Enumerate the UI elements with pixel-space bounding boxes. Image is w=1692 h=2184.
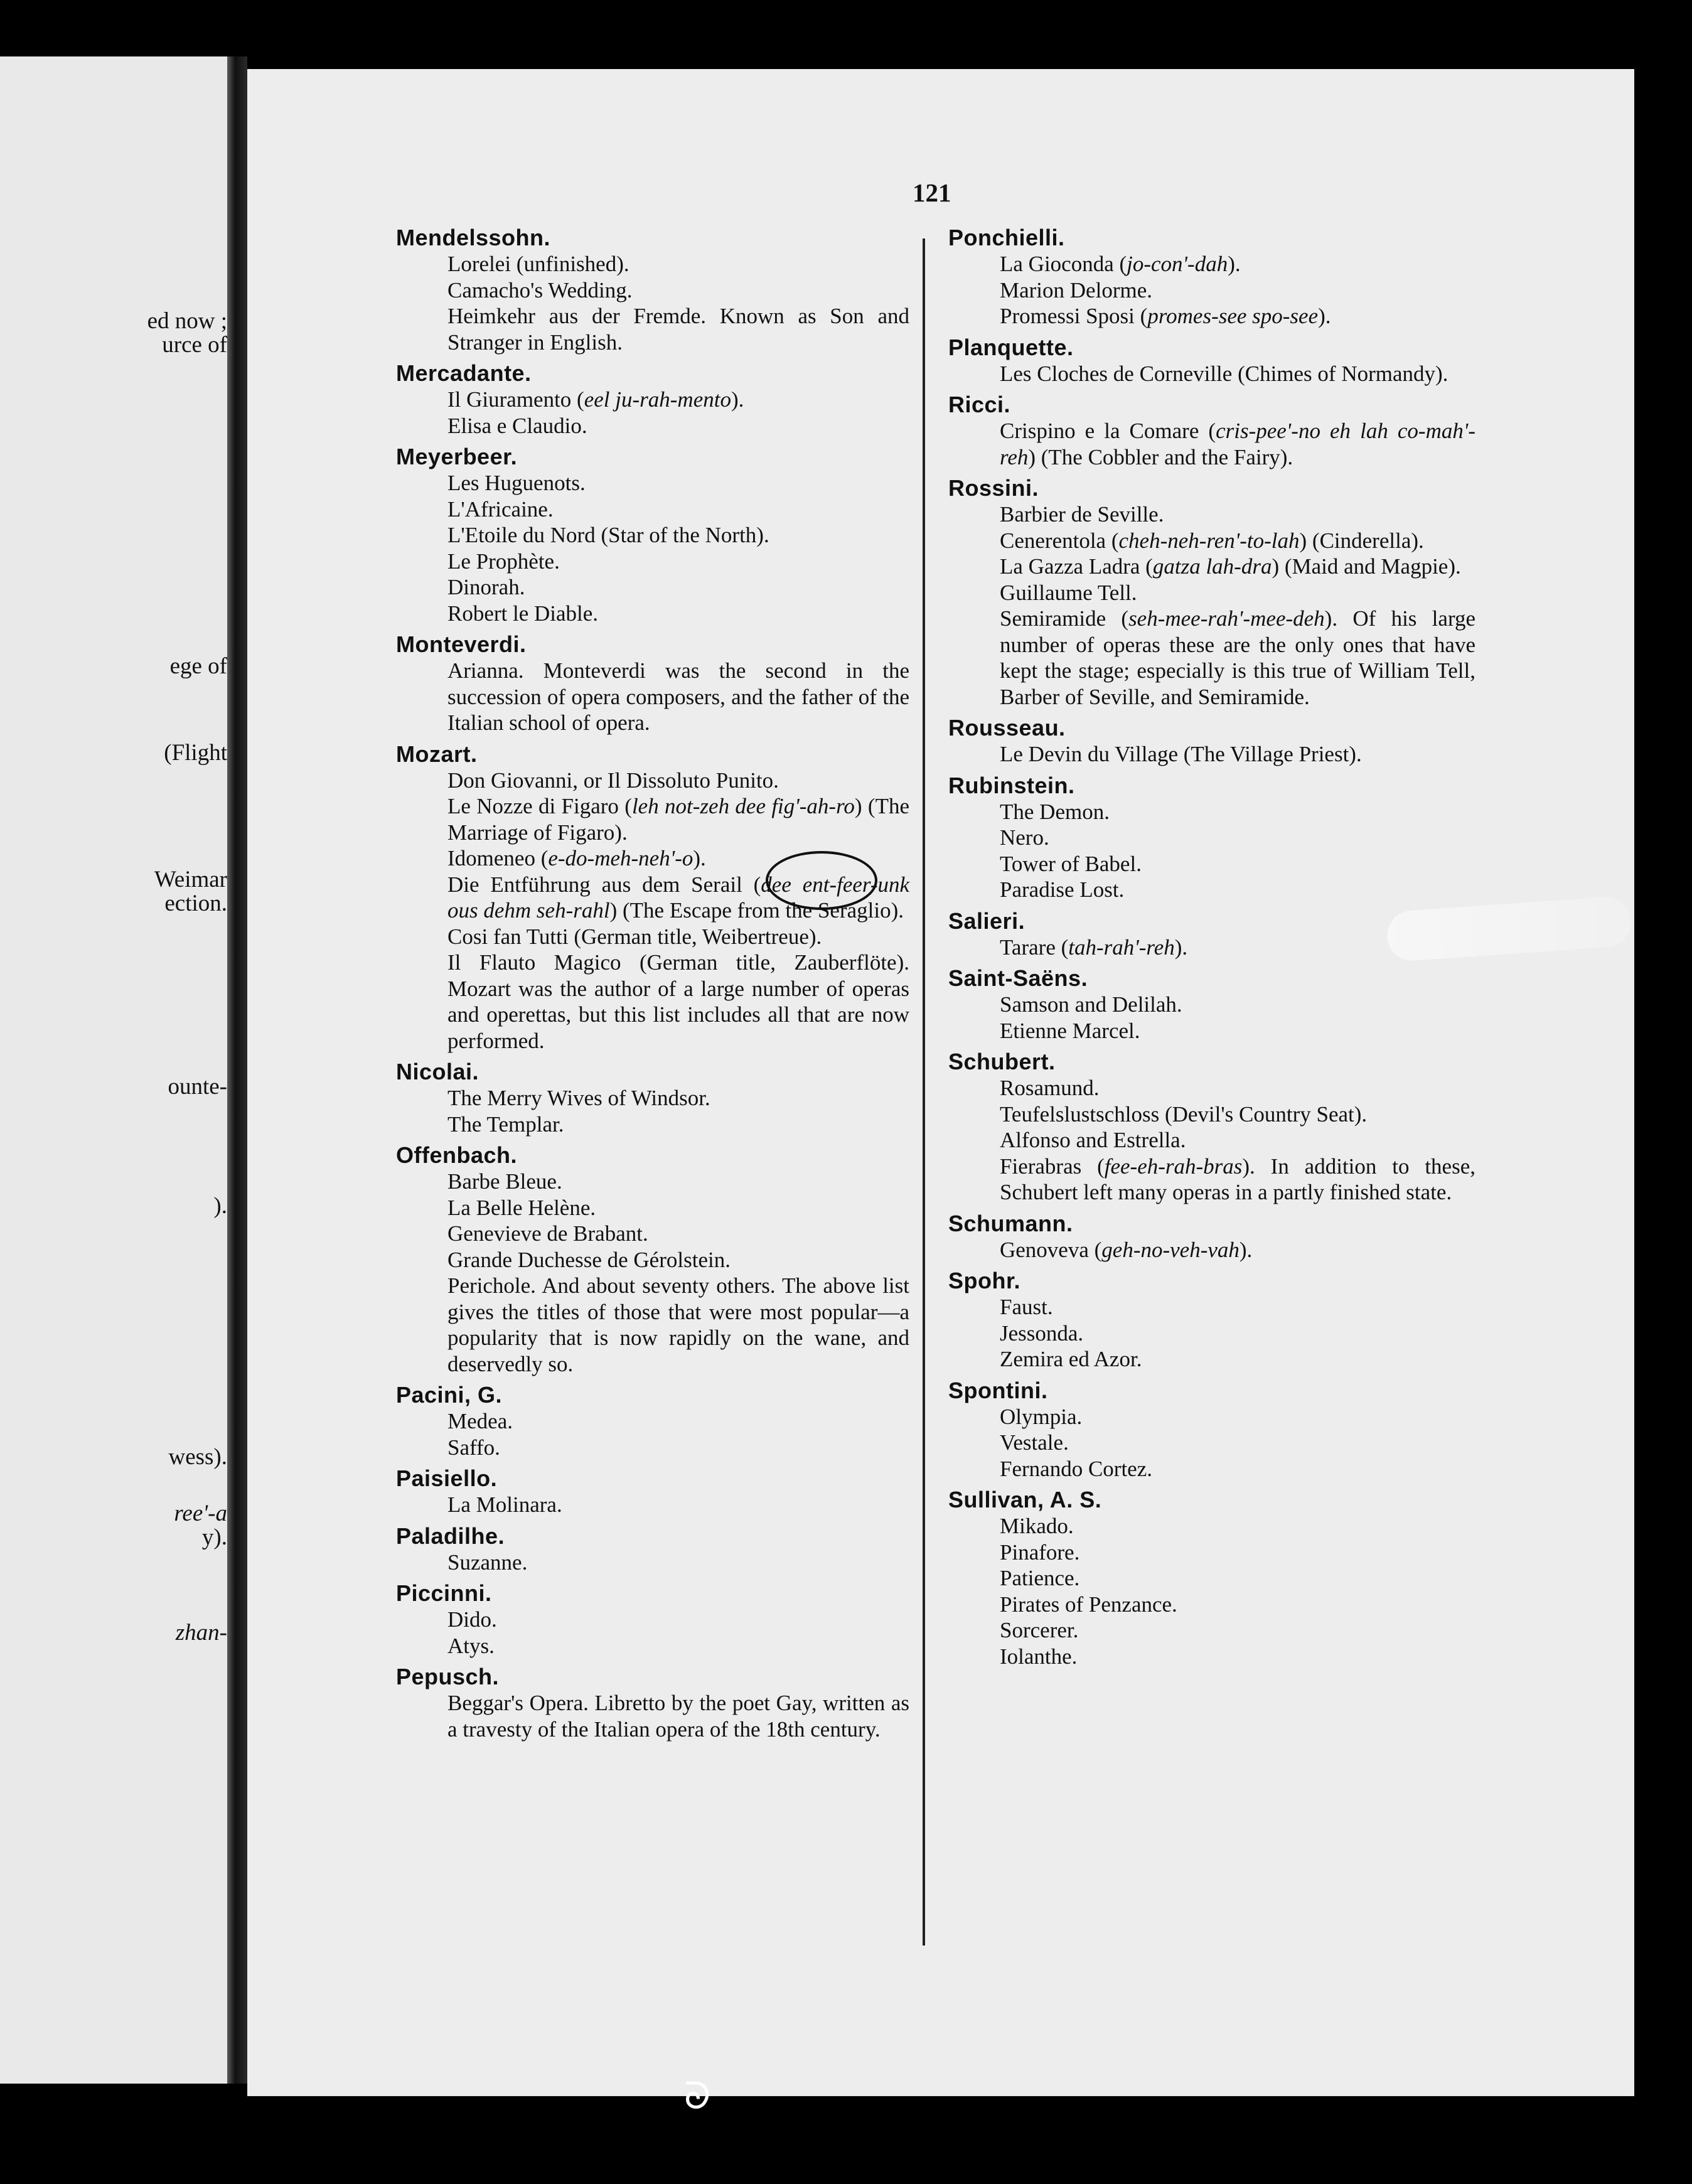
book-page [247,69,1634,2096]
composer-entry [948,225,1475,329]
opera-title: The Templar. [447,1111,564,1137]
opera-title: Iolanthe. [1000,1644,1078,1669]
opera-title: Cenerentola (cheh-neh-ren'-to-lah) (Cinderella). [1000,528,1424,553]
facing-page-text: ounte- [168,1074,227,1100]
ink-circle-annotation [766,851,877,910]
composer-name: Piccinni. [396,1580,492,1606]
composer-name: Ricci. [948,392,1011,417]
facing-page-fragment [0,56,227,2084]
opera-title: Saffo. [447,1435,500,1460]
composer-entry [948,1211,1475,1263]
opera-title: Il Flauto Magico (German title, Zauberflöte). Mozart was the author of a large number of operas and operettas, but this list includes all that are now performed. [447,950,909,1053]
opera-title: Fierabras (fee-eh-rah-bras). In addition to these, Schubert left many operas in a partly finished state. [1000,1154,1475,1204]
opera-list [447,470,909,626]
opera-list [447,387,909,439]
opera-list [1000,1237,1475,1263]
opera-title: Samson and Delilah. [1000,992,1182,1017]
opera-list [447,1085,909,1137]
composer-name: Mercadante. [396,360,532,386]
opera-title: Don Giovanni, or Il Dissoluto Punito. [447,768,779,793]
opera-title: Dido. [447,1607,497,1632]
composer-entry [948,392,1475,470]
opera-title: Promessi Sposi (promes-see spo-see). [1000,304,1331,328]
opera-title: Pirates of Penzance. [1000,1592,1177,1617]
composer-entry [948,1049,1475,1206]
opera-title: Cosi fan Tutti (German title, Weibertreue). [447,924,822,949]
opera-list [1000,501,1475,710]
opera-title: Semiramide (seh-mee-rah'-mee-deh). Of his large number of operas these are the only ones that have kept the stage; especially is this true of William Tell, Barber of Seville, and Semiramide. [1000,606,1476,709]
opera-title: Fernando Cortez. [1000,1456,1152,1481]
opera-list [447,1492,909,1518]
composer-entry [948,773,1475,903]
opera-title: Arianna. Monteverdi was the second in the succession of opera composers, and the father of the Italian school of opera. [447,658,909,735]
opera-title: Tarare (tah-rah'-reh). [1000,934,1188,960]
opera-title: Les Huguenots. [447,471,586,495]
opera-list [1000,1294,1475,1373]
page-number: 121 [913,178,951,207]
bottom-mark: ᘐ [684,2074,711,2118]
opera-title: Teufelslustschloss (Devil's Country Seat). [1000,1101,1368,1127]
opera-title: Paradise Lost. [1000,877,1125,902]
opera-title: Camacho's Wedding. [447,277,633,302]
opera-list [447,1550,909,1576]
opera-list [1000,1075,1475,1206]
opera-title: L'Africaine. [447,496,554,522]
opera-title: Le Devin du Village (The Village Priest). [1000,742,1362,766]
opera-title: Pinafore. [1000,1539,1080,1565]
opera-title: La Gioconda (jo-con'-dah). [1000,252,1241,276]
opera-title: Crispino e la Comare (cris-pee'-no eh lah co-mah'-reh) (The Cobbler and the Fairy). [1000,419,1476,469]
column-divider [923,238,925,1946]
opera-list [447,768,909,1054]
composer-name: Rubinstein. [948,772,1075,798]
opera-title: Medea. [447,1409,513,1433]
opera-list [1000,992,1475,1044]
opera-title: Nero. [1000,825,1049,850]
opera-title: Atys. [447,1633,495,1658]
opera-list [1000,741,1475,768]
composer-name: Monteverdi. [396,631,527,657]
opera-list [447,1169,909,1377]
composer-entry [396,360,909,439]
opera-title: Marion Delorme. [1000,277,1152,302]
opera-title: Le Nozze di Figaro (leh not-zeh dee fig'-ah-ro) (The Marriage of Figaro). [447,794,909,845]
opera-title: Grande Duchesse de Gérolstein. [447,1247,731,1272]
opera-title: Olympia. [1000,1404,1083,1429]
composer-entry [396,631,909,736]
opera-title: L'Etoile du Nord (Star of the North). [447,523,769,547]
opera-title: Idomeneo (e-do-meh-neh'-o). [447,846,706,870]
composer-entry [948,335,1475,387]
opera-list [447,1408,909,1460]
opera-list [447,658,909,736]
composer-name: Nicolai. [396,1059,479,1084]
composer-entry [396,1142,909,1377]
composer-name: Pacini, G. [396,1382,503,1408]
opera-title: Patience. [1000,1566,1080,1590]
opera-title: Die Entführung aus dem Serail (dee ent-feer-unk ous dehm seh-rahl) (The Escape from the Seraglio). [447,872,910,923]
composer-name: Paladilhe. [396,1523,505,1549]
facing-page-text: ). [213,1193,227,1219]
facing-page-text: ree'-a [174,1501,227,1526]
facing-page-text: y). [201,1524,227,1550]
composer-name: Planquette. [948,334,1074,360]
composer-name: Salieri. [948,907,1025,934]
opera-list [1000,418,1475,470]
composer-name: Mendelssohn. [396,225,551,250]
composer-entry [396,1465,909,1518]
composer-entry [948,965,1475,1044]
opera-title: Heimkehr aus der Fremde. Known as Son and Stranger in English. [447,304,909,355]
composer-name: Paisiello. [396,1465,498,1491]
composer-entry [948,1268,1475,1373]
opera-title: Beggar's Opera. Libretto by the poet Gay, written as a travesty of the Italian opera of the 18th century. [447,1691,909,1742]
composer-name: Spontini. [948,1377,1048,1403]
facing-page-text: urce of [162,332,227,358]
opera-title: Perichole. And about seventy others. The above list gives the titles of those that were most popular—a popularity that is now rapidly on the wane, and deservedly so. [447,1273,909,1376]
opera-title: Vestale. [1000,1430,1069,1455]
opera-title: Etienne Marcel. [1000,1018,1140,1043]
opera-title: Jessonda. [1000,1320,1084,1346]
opera-title: Il Giuramento (eel ju-rah-mento). [447,387,744,412]
opera-title: Robert le Diable. [447,601,599,626]
opera-title: Les Cloches de Corneville (Chimes of Normandy). [1000,361,1448,386]
composer-entry [396,1059,909,1137]
facing-page-text: Weimar [154,867,227,892]
opera-list [1000,361,1475,387]
opera-list [447,251,909,355]
composer-entry [948,715,1475,768]
opera-title: Mikado. [1000,1514,1074,1538]
opera-list [1000,799,1475,903]
composer-name: Meyerbeer. [396,444,518,469]
composer-name: Rossini. [948,475,1039,501]
composer-name: Sullivan, A. S. [948,1487,1102,1512]
composer-entry [948,475,1475,710]
facing-page-text: ege of [169,653,227,679]
facing-page-text: (Flight [164,740,227,766]
left-column [396,225,909,1747]
composer-name: Saint-Saëns. [948,965,1088,991]
opera-title: Lorelei (unfinished). [447,252,629,276]
facing-page-text: wess). [168,1444,227,1470]
opera-title: Elisa e Claudio. [447,413,587,438]
opera-list [447,1690,909,1742]
opera-title: Faust. [1000,1295,1053,1319]
opera-title: Barbier de Seville. [1000,502,1164,527]
composer-entry [396,1523,909,1576]
composer-name: Offenbach. [396,1142,518,1168]
opera-title: Dinorah. [447,575,525,599]
opera-title: Suzanne. [447,1550,528,1575]
facing-page-text: zhan- [175,1620,227,1646]
opera-title: Barbe Bleue. [447,1169,562,1194]
composer-entry [396,1664,909,1742]
composer-name: Schumann. [948,1210,1073,1236]
composer-name: Pepusch. [396,1664,500,1689]
opera-title: Genoveva (geh-no-veh-vah). [1000,1237,1253,1262]
opera-list [1000,1404,1475,1482]
composer-name: Spohr. [948,1268,1021,1293]
book-gutter [227,56,247,2084]
composer-name: Rousseau. [948,715,1066,741]
opera-title: Alfonso and Estrella. [1000,1128,1186,1152]
opera-list [1000,251,1475,329]
composer-name: Schubert. [948,1049,1056,1074]
composer-entry [948,1378,1475,1482]
opera-title: La Belle Helène. [447,1195,596,1220]
composer-entry [396,225,909,355]
composer-entry [396,1382,909,1460]
opera-title: The Demon. [1000,799,1110,824]
composer-name: Mozart. [396,741,478,767]
opera-title: The Merry Wives of Windsor. [447,1086,710,1110]
opera-title: Sorcerer. [1000,1618,1079,1642]
composer-entry [396,444,909,626]
opera-title: Le Prophète. [447,549,560,574]
opera-list [447,1607,909,1659]
opera-title: La Gazza Ladra (gatza lah-dra) (Maid and Magpie). [1000,554,1461,579]
opera-title: La Molinara. [447,1492,562,1517]
composer-entry [948,1487,1475,1669]
facing-page-text: ed now ; [147,308,227,334]
opera-list [1000,1513,1475,1669]
opera-title: Tower of Babel. [1000,851,1142,876]
composer-name: Ponchielli. [948,225,1065,250]
opera-title: Zemira ed Azor. [1000,1347,1142,1371]
composer-entry [396,1580,909,1659]
opera-title: Guillaume Tell. [1000,580,1137,605]
opera-title: Genevieve de Brabant. [447,1221,648,1246]
opera-title: Rosamund. [1000,1076,1100,1100]
facing-page-text: ection. [164,891,227,916]
